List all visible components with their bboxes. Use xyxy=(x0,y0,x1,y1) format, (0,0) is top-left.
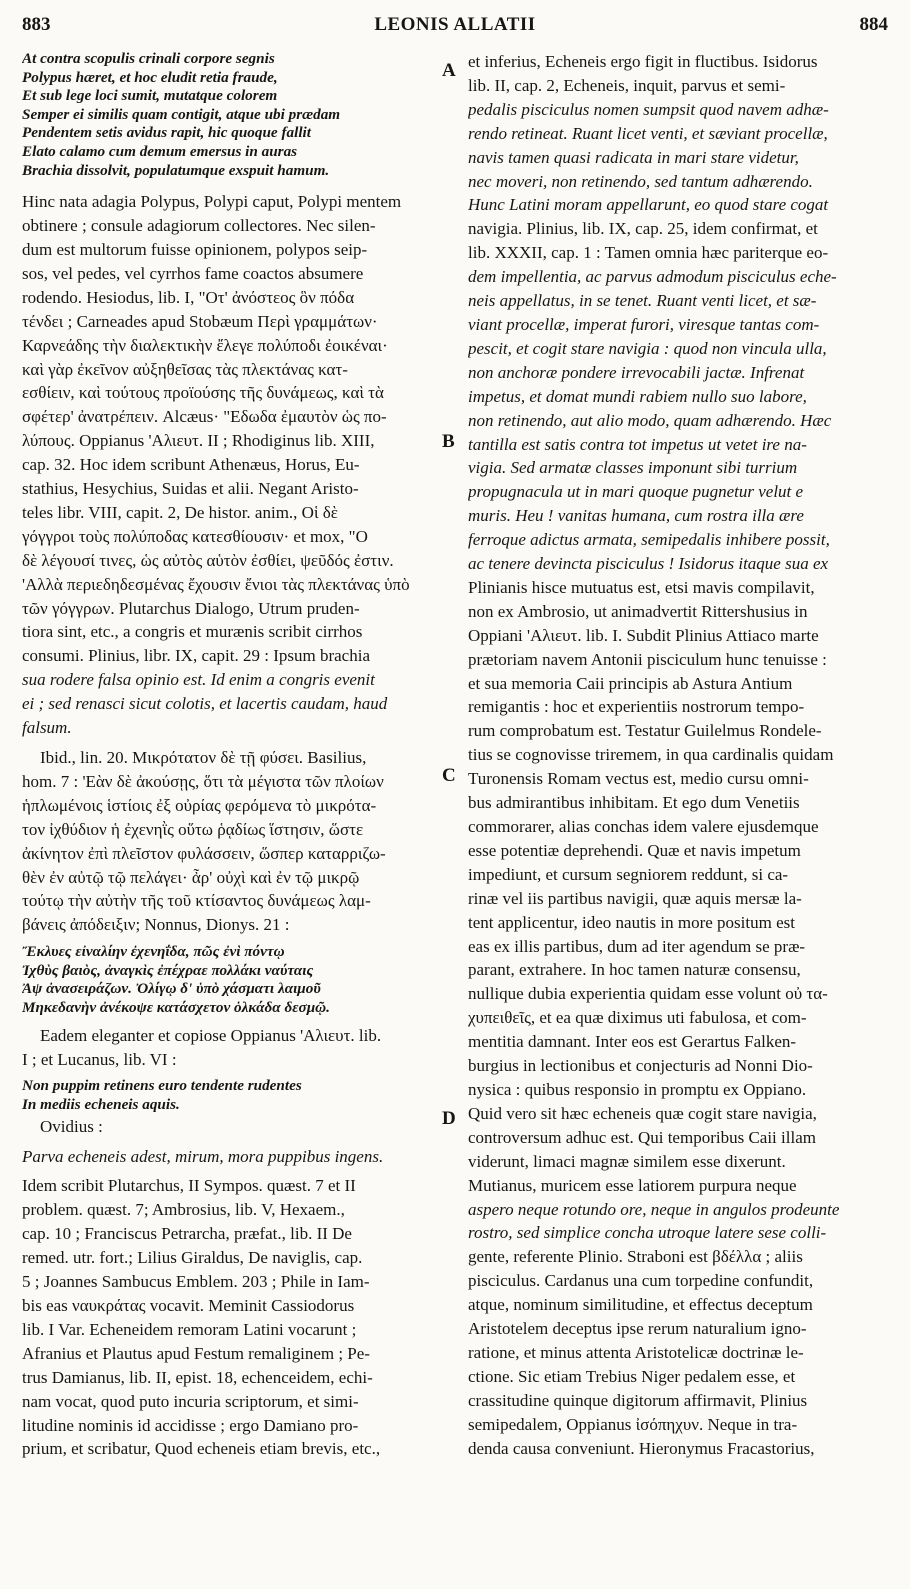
text-line: 'Αλλὰ περιεδηδεσμένας ἔχουσιν ἔνιοι τὰς πλεκτάνας ὑπὸ xyxy=(22,574,410,594)
text-line: ferroque adictus armata, semipedalis inhibere possit, xyxy=(468,530,830,550)
text-line: crassitudine quinque digitorum affirmavit, Plinius xyxy=(468,1390,808,1410)
text-line: muris. Heu ! vanitas humana, cum rostra illa ære xyxy=(468,506,804,526)
greek-verse-line: Μηκεδανὴν ἀνέκοψε κατάσχετον ὁλκάδα δεσμῷ. xyxy=(22,999,330,1017)
text-line: viderunt, limaci magnæ similem esse dixerunt. xyxy=(468,1151,786,1171)
text-line: lib. II, cap. 2, Echeneis, inquit, parvus et semi- xyxy=(468,75,786,95)
text-line: dem impellentia, ac parvus admodum pisciculus eche- xyxy=(468,267,837,287)
text-line: hom. 7 : 'Εὰν δὲ ἀκούσῃς, ὅτι τὰ μέγιστα τῶν πλοίων xyxy=(22,771,384,791)
verse-line: Brachia dissolvit, populatumque exspuit hamum. xyxy=(22,161,330,179)
margin-letter-a: A xyxy=(442,60,456,81)
text-line: rendo retineat. Ruant licet venti, et sæviant procellæ, xyxy=(468,123,828,143)
text-line: controversum adhuc est. Qui temporibus Caii illam xyxy=(468,1127,816,1147)
text-line: lib. I Var. Echeneidem remoram Latini vocarunt ; xyxy=(22,1319,357,1339)
text-line: rum comprobatum est. Testatur Guilelmus Rondele- xyxy=(468,721,822,741)
text-line: Idem scribit Plutarchus, II Sympos. quæst. 7 et II xyxy=(22,1176,356,1196)
text-line: impetus, et domat mundi rabiem nullo suo labore, xyxy=(468,386,807,406)
text-line: pedalis pisciculus nomen sumpsit quod navem adhæ- xyxy=(468,99,829,119)
text-line: semipedalem, Oppianus ἰσόπηχυν. Neque in tra- xyxy=(468,1414,798,1434)
text-line: Turonensis Romam vectus est, medio cursu omni- xyxy=(468,769,809,789)
text-line: remed. utr. fort.; Lilius Giraldus, De naviglis, cap. xyxy=(22,1248,363,1268)
text-line: cap. 10 ; Franciscus Petrarcha, præfat., lib. II De xyxy=(22,1224,352,1244)
text-line: problem. quæst. 7; Ambrosius, lib. V, Hexaem., xyxy=(22,1200,345,1220)
text-line: litudine nominis id accidisse ; ergo Damiano pro- xyxy=(22,1415,359,1435)
page-number-left: 883 xyxy=(22,14,51,35)
text-line: Eadem eleganter et copiose Oppianus 'Αλιευτ. lib. xyxy=(40,1025,382,1045)
text-line: denda causa conveniunt. Hieronymus Fracastorius, xyxy=(468,1438,815,1458)
text-line: rostro, sed simplice concha utroque latere sese colli- xyxy=(468,1223,827,1243)
margin-letter-b: B xyxy=(442,431,455,452)
text-line: tius se cognovisse triremem, in qua cardinalis quidam xyxy=(468,745,834,765)
page-number-right: 884 xyxy=(859,14,888,35)
text-line: non anchoræ pondere irrevocabili jactæ. Infrenat xyxy=(468,362,805,382)
text-line: Mutianus, muricem esse latiorem purpura neque xyxy=(468,1175,797,1195)
margin-letter-d: D xyxy=(442,1108,456,1129)
text-line: ei ; sed renasci sicut colotis, et lacertis caudam, haud xyxy=(22,694,388,714)
text-line: trus Damianus, lib. II, epist. 18, echenceidem, echi- xyxy=(22,1367,373,1387)
text-line: obtinere ; consule adagiorum collectores. Nec silen- xyxy=(22,216,376,236)
text-line: Καρνεάδης τὴν διαλεκτικὴν ἔλεγε πολύποδι ἐοικέναι· xyxy=(22,335,388,355)
text-line: bis eas ναυκράτας vocavit. Meminit Cassiodorus xyxy=(22,1295,355,1315)
text-line: remigantis : hoc et experientiis nostrorum tempo- xyxy=(468,697,805,717)
text-line: I ; et Lucanus, lib. VI : xyxy=(22,1049,177,1069)
greek-verse-line: Ἀψ ἀνασειράζων. Ὀλίγῳ δ' ὑπὸ χάσματι λαιμοῦ xyxy=(22,980,321,998)
text-line: burgius in lectionibus et conjecturis ad Nonni Dio- xyxy=(468,1056,813,1076)
text-line: σφέτερ' ἀνατρέπειν. Alcæus· "Εδωδα ἐμαυτὸν ὡς πο- xyxy=(22,407,387,427)
greek-verse-line: Ἰχθὺς βαιὸς, ἀναγκὶς ἐπέχραε πολλάκι ναύταις xyxy=(22,961,314,979)
greek-verse-line: Ἔκλυες εἰναλίην ἐχενηΐδα, πῶς ἐνὶ πόντῳ xyxy=(22,943,285,961)
text-line: impediunt, et cursum segniorem reddunt, si ca- xyxy=(468,864,789,884)
text-line: dum est multorum fuisse opinionem, polypos seip- xyxy=(22,239,368,259)
text-line: neis appellatus, in se tenet. Ruant venti licet, et sæ- xyxy=(468,291,817,311)
text-line: nec moveri, non retinendo, sed tantum adhærendo. xyxy=(468,171,813,191)
text-line: prium, et scribatur, Quod echeneis etiam brevis, etc., xyxy=(22,1439,381,1459)
verse-line: Et sub lege loci sumit, mutatque colorem xyxy=(22,87,278,105)
text-line: Plinianis hisce mutuatus est, etsi mavis compilavit, xyxy=(468,577,815,597)
text-line: nysica : quibus responsio in promptu ex Oppiano. xyxy=(468,1079,807,1099)
text-line: τούτῳ τὴν αὐτὴν τῆς τοῦ κτίσαντος δυνάμεως λαμ- xyxy=(22,891,371,911)
text-line: viant procellæ, imperat furori, viresque tantas com- xyxy=(468,314,820,334)
text-line: ctione. Sic etiam Trebius Niger pedalem esse, et xyxy=(468,1366,796,1386)
text-line: ratione, et minus attenta Aristotelicæ doctrinæ le- xyxy=(468,1342,804,1362)
text-line: et sua memoria Caii principis ab Astura Antium xyxy=(468,673,793,693)
text-line: rinæ vel iis partibus navigii, quæ aquis mersæ la- xyxy=(468,888,802,908)
text-line: et inferius, Echeneis ergo figit in fluctibus. Isidorus xyxy=(468,52,818,71)
text-line: lib. XXXII, cap. 1 : Tamen omnia hæc pariterque eo- xyxy=(468,243,829,263)
text-line: ac tenere devincta pisciculus ! Isidorus itaque sua ex xyxy=(468,554,829,574)
text-line: vigia. Sed armatæ classes imponunt sibi turrium xyxy=(468,458,798,478)
text-line: tantilla est satis contra tot impetus ut vetet ire na- xyxy=(468,434,807,454)
text-line: commorarer, alias conchas idem valere ejusdemque xyxy=(468,817,819,836)
text-line: καὶ γὰρ ἐκεῖνον αὐξηθεῖσας τὰς πλεκτάνας κατ- xyxy=(22,359,348,379)
text-line: λύπους. Oppianus 'Αλιευτ. II ; Rhodiginus lib. XIII, xyxy=(22,431,375,451)
ovid-verse: Parva echeneis adest, mirum, mora puppibus ingens. xyxy=(22,1146,384,1166)
verse-line: Polypus hæret, et hoc eludit retia fraude, xyxy=(22,68,278,86)
text-line: χυπειθεῖς, et ea quæ diximus uti fabulosa, et com- xyxy=(468,1008,807,1028)
text-line: rodendo. Hesiodus, lib. I, "Οτ' ἀνόστεος ὃν πόδα xyxy=(22,287,355,307)
text-line: stathius, Hesychius, Suidas et alii. Negant Aristo- xyxy=(22,479,359,499)
verse-line: In mediis echeneis aquis. xyxy=(22,1096,180,1114)
text-line: bus admirantibus inhibitam. Et ego dum Venetiis xyxy=(468,793,800,813)
text-line: 5 ; Joannes Sambucus Emblem. 203 ; Phile in Iam- xyxy=(22,1272,370,1292)
text-line: tiora sint, etc., a congris et murænis scribit cirrhos xyxy=(22,622,363,642)
text-line: Aristotelem deceptus ipse rerum naturalium igno- xyxy=(468,1319,807,1339)
verse-line: Semper ei similis quam contigit, atque ubi prædam xyxy=(22,105,341,123)
text-line: non retinendo, aut alio modo, quam adhærendo. Hæc xyxy=(468,410,832,430)
text-line: Afranius et Plautus apud Festum remaliginem ; Pe- xyxy=(22,1343,370,1363)
text-line: δὲ λέγουσί τινες, ὡς αὐτὸς αὑτὸν ἐσθίει, ψεῦδός ἐστιν. xyxy=(22,550,394,570)
text-line: tent applicentur, ideo nautis in more positum est xyxy=(468,912,795,932)
text-line: teles libr. VIII, capit. 2, De histor. anim., Οἱ δὲ xyxy=(22,502,338,522)
left-column xyxy=(22,50,442,1461)
verse-line: Elato calamo cum demum emersus in auras xyxy=(22,142,298,160)
text-line: Hunc Latini moram appellarunt, eo quod stare cogat xyxy=(468,195,829,215)
text-line: consumi. Plinius, libr. IX, capit. 29 : Ipsum brachia xyxy=(22,646,370,666)
text-line: pescit, et cogit stare navigia : quod non vincula ulla, xyxy=(468,338,827,358)
text-line: τῶν γόγγρων. Plutarchus Dialogo, Utrum pruden- xyxy=(22,598,360,618)
text-line: navigia. Plinius, lib. IX, cap. 25, idem confirmat, et xyxy=(468,219,818,239)
right-column xyxy=(468,50,888,1460)
text-line: aspero neque rotundo ore, neque in angulos prodeunte xyxy=(468,1199,840,1219)
text-line: prætoriam navem Antonii pisciculum hunc tenuisse : xyxy=(468,649,827,669)
verse-line: Pendentem setis avidus rapit, hic quoque fallit xyxy=(22,124,311,142)
running-head: LEONIS ALLATII xyxy=(374,14,536,35)
text-line: ἀκίνητον ἐπὶ πλεῖστον φυλάσσειν, ὥσπερ καταρριζω- xyxy=(22,843,386,863)
text-line: pisciculus. Cardanus una cum torpedine confundit, xyxy=(468,1271,814,1291)
text-line: Hinc nata adagia Polypus, Polypi caput, Polypi mentem xyxy=(22,192,402,212)
text-line: τένδει ; Carneades apud Stobæum Περὶ γραμμάτων· xyxy=(22,311,378,331)
margin-letter-c: C xyxy=(442,765,456,786)
text-line: mentitia damnant. Inter eos est Gerartus Falken- xyxy=(468,1032,797,1052)
text-line: esse potentiæ deprehendi. Quæ et navis impetum xyxy=(468,840,801,860)
text-line: eas ex illis partibus, dum ad iter agendum se præ- xyxy=(468,936,806,956)
text-line: propugnacula ut in mari quoque pugnetur velut e xyxy=(468,482,804,502)
text-line: βάνεις ἀπόδειξιν; Nonnus, Dionys. 21 : xyxy=(22,915,290,935)
text-line: falsum. xyxy=(22,718,72,738)
ovidius-label: Ovidius : xyxy=(40,1116,103,1136)
text-line: non ex Ambrosio, ut animadvertit Rittershusius in xyxy=(468,601,808,621)
verse-line: At contra scopulis crinali corpore segnis xyxy=(22,50,275,67)
text-line: sua rodere falsa opinio est. Id enim a congris evenit xyxy=(22,670,375,690)
text-line: gente, referente Plinio. Straboni est βδέλλα ; aliis xyxy=(468,1247,803,1267)
text-line: θὲν ἐν αὐτῷ τῷ πελάγει· ἆρ' οὐχὶ καὶ ἐν τῷ μικρῷ xyxy=(22,867,360,887)
text-line: τον ἰχθύδιον ἡ ἐχενηῒς οὕτω ῥᾳδίως ἵστησιν, ὥστε xyxy=(22,819,364,839)
text-line: parant, extrahere. In hoc tamen naturæ consensu, xyxy=(468,960,801,980)
text-line: Oppiani 'Αλιευτ. lib. I. Subdit Plinius Attiaco marte xyxy=(468,625,819,645)
text-line: nam vocat, quod puto incuria scriptorum, et simi- xyxy=(22,1391,359,1411)
text-line: ἡπλωμένοις ἱστίοις ἐξ οὐρίας φερόμενα τὸ μικρότα- xyxy=(22,795,377,815)
text-line: cap. 32. Hoc idem scribunt Athenæus, Horus, Eu- xyxy=(22,455,360,475)
text-line: γόγγροι τοὺς πολύποδας κατεσθίουσιν· et mox, "Ο xyxy=(22,526,368,546)
text-line: nullique dubia experientia quidam esse volunt οὐ τα- xyxy=(468,984,828,1004)
text-line: Quid vero sit hæc echeneis quæ cogit stare navigia, xyxy=(468,1103,817,1123)
text-line: navis tamen quasi radicata in mari stare videtur, xyxy=(468,147,799,167)
text-line: atque, nominum similitudine, et effectus deceptum xyxy=(468,1295,813,1315)
text-line: sos, vel pedes, vel cyrrhos fame coactos absumere xyxy=(22,263,364,283)
verse-line: Non puppim retinens euro tendente rudentes xyxy=(22,1077,302,1095)
text-line: Ibid., lin. 20. Μικρότατον δὲ τῇ φύσει. Basilius, xyxy=(40,748,367,767)
text-line: εσθίειν, καὶ τούτους προϊούσης τῆς δυνάμεως, καὶ τὰ xyxy=(22,383,384,403)
